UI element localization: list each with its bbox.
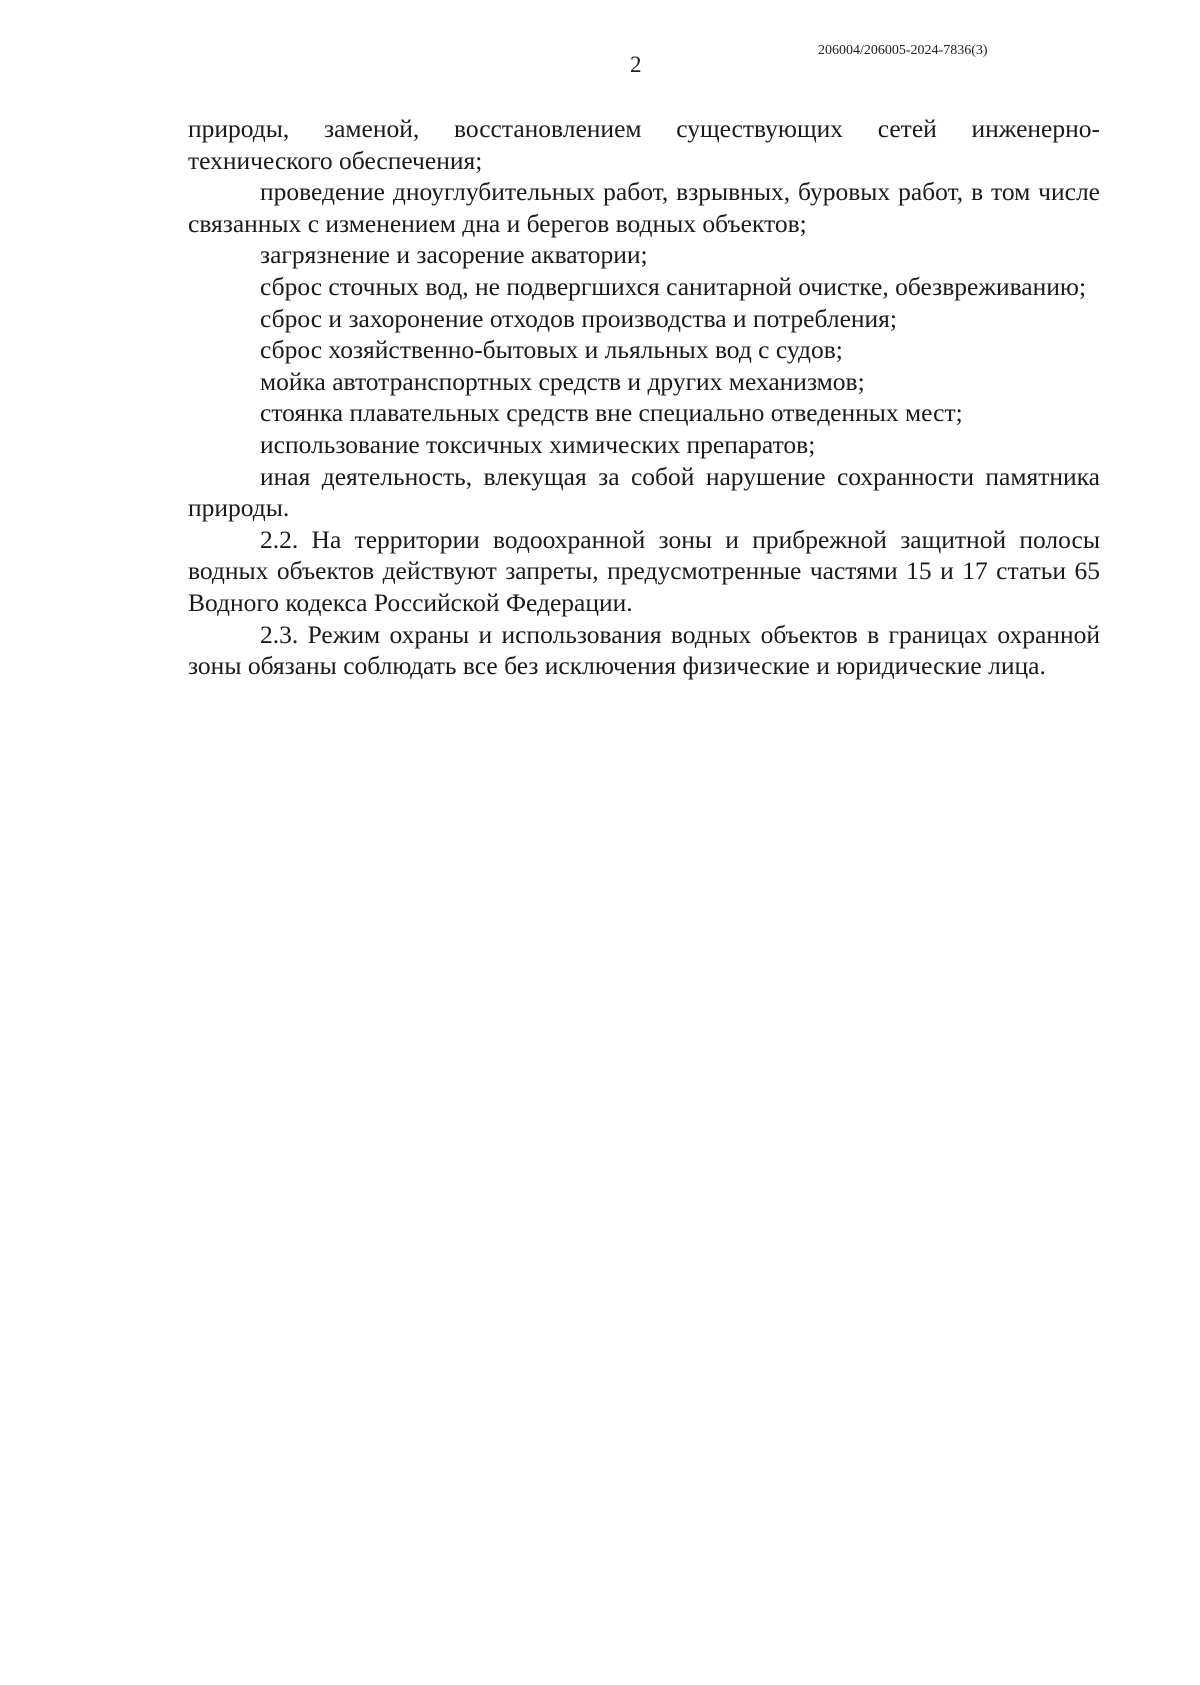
paragraph-section-2-3: 2.3. Режим охраны и использования водных объектов в границах охранной зоны обязаны соблюдать все без исключения физические и юридические лица. <box>188 619 1100 681</box>
paragraph: использование токсичных химических препаратов; <box>260 429 816 459</box>
paragraph: проведение дноуглубительных работ, взрывных, буровых работ, в том числе связанных с изменением дна и берегов водных объектов; <box>188 177 1100 238</box>
document-number: 206004/206005-2024-7836(3) <box>818 43 988 58</box>
paragraph: мойка автотранспортных средств и других механизмов; <box>260 366 865 396</box>
paragraph: природы, заменой, восстановлением существующих сетей инженерно-технического обеспечения; <box>188 114 1100 175</box>
paragraph: стоянка плавательных средств вне специально отведенных мест; <box>260 398 963 428</box>
paragraph: загрязнение и засорение акватории; <box>260 240 648 270</box>
document-body <box>188 113 1100 682</box>
paragraph: сброс сточных вод, не подвергшихся санитарной очистке, обезвреживанию; <box>260 271 1087 301</box>
paragraph: иная деятельность, влекущая за собой нарушение сохранности памятника природы. <box>188 461 1100 523</box>
paragraph-section-2-2: 2.2. На территории водоохранной зоны и прибрежной защитной полосы водных объектов действуют запреты, предусмотренные частями 15 и 17 статьи 65 Водного кодекса Российской Федерации. <box>188 524 1100 617</box>
paragraph: сброс хозяйственно-бытовых и льяльных вод с судов; <box>260 335 843 365</box>
page-number: 2 <box>630 52 642 77</box>
paragraph: сброс и захоронение отходов производства и потребления; <box>260 303 897 333</box>
